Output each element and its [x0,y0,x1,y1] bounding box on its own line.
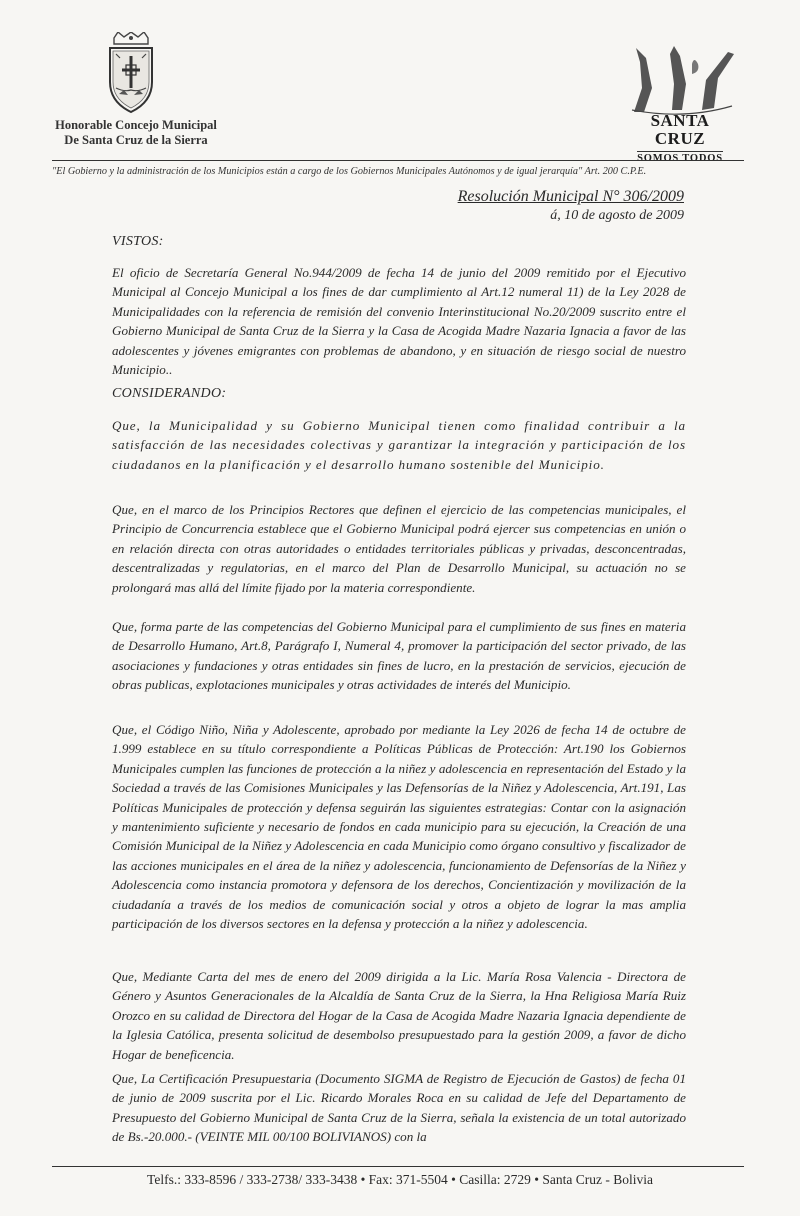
considerando-paragraph-4: Que, el Código Niño, Niña y Adolescente, aprobado por mediante la Ley 2026 de fecha 14 de octubre de 1.999 establece en su título correspondiente a Políticas Públicas de Protección: Art.190 los Gobiernos Municipales cumplen las funciones de protección a la niñez y adolescencia en representación del Estado y la Sociedad a través de las Comisiones Municipales y las Defensorías de la Niñez y Adolescencia, Art.191, Las Políticas Municipales de protección y defensa seguirán las siguientes estrategias: Contar con la asignación y mantenimiento suficiente y necesario de fondos en cada municipio para su ejecución, la Creación de una Comisión Municipal de la Niñez y Adolescencia en cada Municipio como órgano consultivo y fiscalizador de las acciones municipales en el área de la niñez y adolescencia, funcionamiento de Defensorías de la Niñez y Adolescencia como instancia promotora y defensora de los derechos, Concientización y movilización de la ciudadanía a través de los medios de comunicación social y otros a objeto de lograr la mas amplia participación de los diversos sectores en la defensa y protección a la niñez y adolescencia. [112,722,686,932]
considerando-paragraph-5: Que, Mediante Carta del mes de enero del 2009 dirigida a la Lic. María Rosa Valencia - Directora de Género y Asuntos Generacionales de la Alcaldía de Santa Cruz de la Sierra, la Hna Religiosa María Ruiz Orozco en su calidad de Directora del Hogar de la Casa de Acogida Madre Nazaria Ignacia dependiente de la Iglesia Católica, presenta solicitud de desembolso presupuestado para la gestión 2009, a favor de dicho Hogar de beneficencia. [112,969,686,1062]
council-name [40,118,232,148]
vistos-paragraph: El oficio de Secretaría General No.944/2009 de fecha 14 de junio del 2009 remitido por el Ejecutivo Municipal al Concejo Municipal a los fines de dar cumplimiento al Art.12 numeral 11) de la Ley 2028 de Municipalidades con la referencia de remisión del convenio Interinstitucional No.20/2009 suscrito entre el Gobierno Municipal de Santa Cruz de la Sierra y la Casa de Acogida Madre Nazaria Ignacia a favor de las adolescentes y jóvenes emigrantes con problemas de abandono, y en situación de riesgo social de nuestro Municipio.. [112,265,686,378]
vistos-heading: VISTOS: [112,234,164,249]
coat-of-arms-icon [104,32,158,116]
resolution-title: Resolución Municipal N° 306/2009 [457,188,684,205]
logo-name: SANTA CRUZ [650,111,710,148]
considerando-paragraph-2: Que, en el marco de los Principios Rectores que definen el ejercicio de las competencias municipales, el Principio de Concurrencia establece que el Gobierno Municipal podrá ejercer sus competencias en unión o en relación directa con otras autoridades o entidades territoriales públicas y privadas, desconcentradas, descentralizadas y regulatorias, en el marco del Plan de Desarrollo Municipal, su actuación no se prolongará mas allá del límite fijado por la materia correspondiente. [112,502,686,595]
considerando-paragraph-6: Que, La Certificación Presupuestaria (Documento SIGMA de Registro de Ejecución de Gastos) de fecha 01 de junio de 2009 suscrita por el Lic. Ricardo Morales Roca en su calidad de Jefe del Departamento de Presupuesto del Gobierno Municipal de Santa Cruz de la Sierra, señala la existencia de un total autorizado de Bs.-20.000.- (VEINTE MIL 00/100 BOLIVIANOS) con la [112,1071,686,1145]
resolution-date: á, 10 de agosto de 2009 [550,208,684,223]
considerando-paragraph-1: Que, la Municipalidad y su Gobierno Municipal tienen como finalidad contribuir a la satisfacción de las necesidades colectivas y garantizar la integración y participación de los ciudadanos en la planificación y el desarrollo humano sostenible del Municipio. [112,418,686,472]
header-divider [52,160,744,161]
footer-divider [52,1166,744,1167]
considerando-paragraph-3: Que, forma parte de las competencias del Gobierno Municipal para el cumplimiento de sus fines en materia de Desarrollo Humano, Art.8, Parágrafo I, Numeral 4, promover la participación del sector privado, de las asociaciones y fundaciones y otras entidades sin fines de lucro, en la prestación de servicios, ejecución de obras publicas, explotaciones municipales y otras actividades de interés del Municipio. [112,619,686,693]
footer-contact: Telfs.: 333-8596 / 333-2738/ 333-3438 • Fax: 371-5504 • Casilla: 2729 • Santa Cruz - Bolivia [147,1172,653,1187]
council-line-2: De Santa Cruz de la Sierra [64,133,208,147]
logo-tagline: SOMOS TODOS [637,153,723,164]
council-line-1: Honorable Concejo Municipal [55,118,217,132]
santa-cruz-logo-text [624,112,736,166]
header-motto: "El Gobierno y la administración de los Municipios están a cargo de los Gobiernos Municipales Autónomos y de igual jerarquía" Art. 200 C.P.E. [52,166,647,177]
considerando-heading: CONSIDERANDO: [112,386,227,401]
